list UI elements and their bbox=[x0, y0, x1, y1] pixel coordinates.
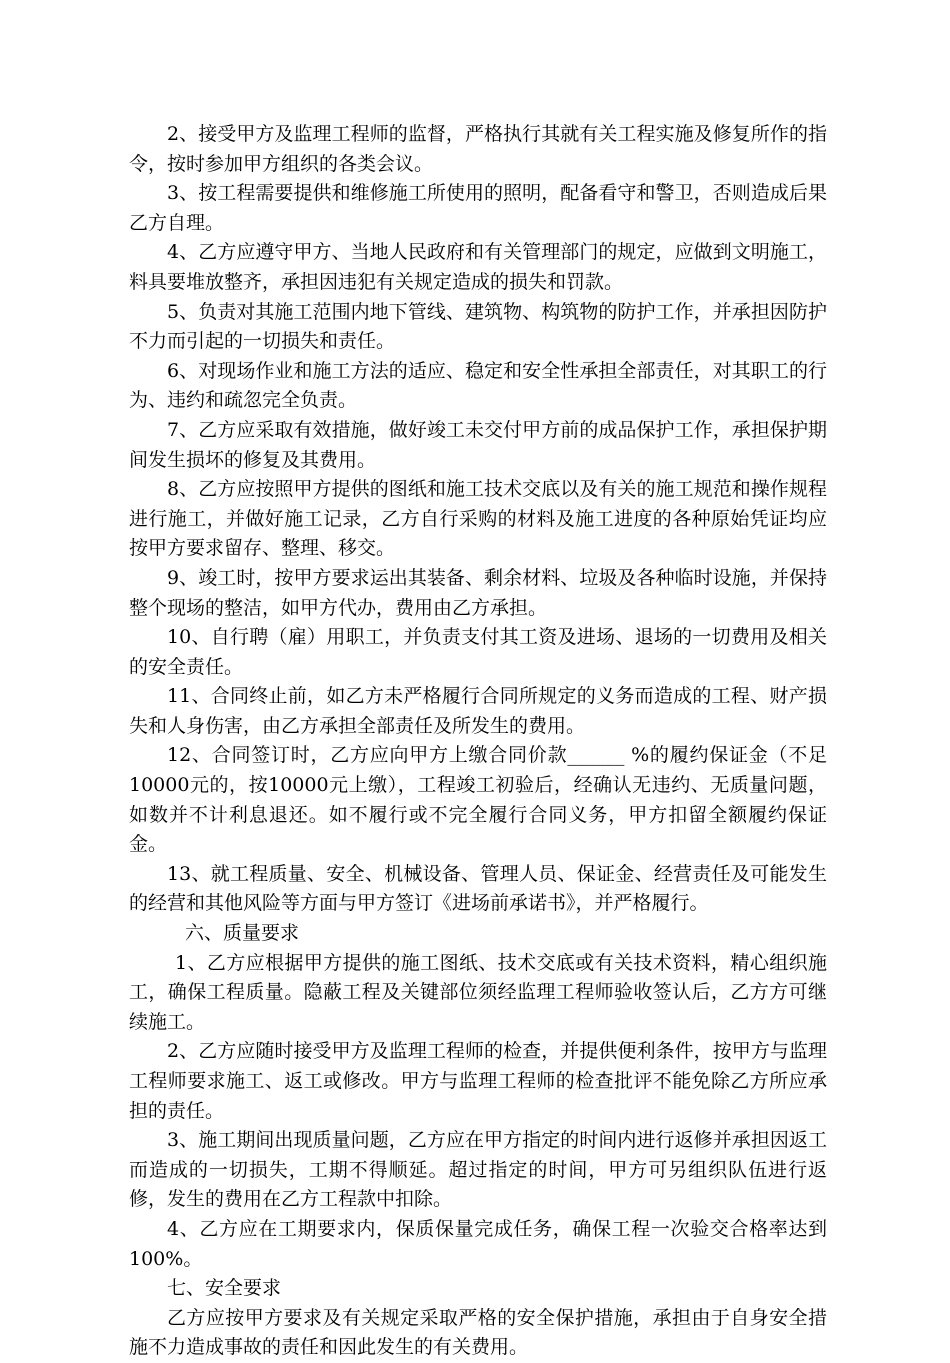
clause-4: 4、乙方应遵守甲方、当地人民政府和有关管理部门的规定，应做到文明施工，料具要堆放整齐，承担因违犯有关规定造成的损失和罚款。 bbox=[129, 241, 827, 293]
document-body bbox=[129, 120, 827, 1363]
clause-9: 9、竣工时，按甲方要求运出其装备、剩余材料、垃圾及各种临时设施，并保持整个现场的整洁，如甲方代办，费用由乙方承担。 bbox=[129, 566, 827, 619]
section-6-heading: 六、质量要求 bbox=[185, 922, 300, 945]
clause-11: 11、合同终止前，如乙方未严格履行合同所规定的义务而造成的工程、财产损失和人身伤害，由乙方承担全部责任及所发生的费用。 bbox=[129, 685, 827, 737]
clause-13: 13、就工程质量、安全、机械设备、管理人员、保证金、经营责任及可能发生的经营和其他风险等方面与甲方签订《进场前承诺书》，并严格履行。 bbox=[129, 862, 827, 915]
section-7-heading: 七、安全要求 bbox=[167, 1277, 282, 1300]
clause-12: 12、合同签订时，乙方应向甲方上缴合同价款______ %的履约保证金（不足10000元的，按10000元上缴），工程竣工初验后，经确认无违约、无质量问题，如数并不计利息退还。如不履行或不完全履行合同义务，甲方扣留全额履约保证金。 bbox=[129, 744, 827, 856]
clause-8: 8、乙方应按照甲方提供的图纸和施工技术交底以及有关的施工规范和操作规程进行施工，并做好施工记录，乙方自行采购的材料及施工进度的各种原始凭证均应按甲方要求留存、整理、移交。 bbox=[129, 478, 827, 560]
quality-clause-3: 3、施工期间出现质量问题，乙方应在甲方指定的时间内进行返修并承担因返工而造成的一切损失，工期不得顺延。超过指定的时间，甲方可另组织队伍进行返修，发生的费用在乙方工程款中扣除。 bbox=[129, 1129, 827, 1211]
clause-3: 3、按工程需要提供和维修施工所使用的照明，配备看守和警卫，否则造成后果乙方自理。 bbox=[129, 182, 827, 234]
quality-clause-2: 2、乙方应随时接受甲方及监理工程师的检查，并提供便利条件，按甲方与监理工程师要求施工、返工或修改。甲方与监理工程师的检查批评不能免除乙方所应承担的责任。 bbox=[129, 1040, 827, 1122]
quality-clause-1: 1、乙方应根据甲方提供的施工图纸、技术交底或有关技术资料，精心组织施工，确保工程质量。隐蔽工程及关键部位须经监理工程师验收签认后，乙方方可继续施工。 bbox=[129, 951, 827, 1033]
clause-2: 2、接受甲方及监理工程师的监督，严格执行其就有关工程实施及修复所作的指令，按时参加甲方组织的各类会议。 bbox=[129, 123, 827, 175]
clause-6: 6、对现场作业和施工方法的适应、稳定和安全性承担全部责任，对其职工的行为、违约和疏忽完全负责。 bbox=[129, 359, 827, 412]
clause-5: 5、负责对其施工范围内地下管线、建筑物、构筑物的防护工作，并承担因防护不力而引起的一切损失和责任。 bbox=[129, 300, 827, 353]
clause-10: 10、自行聘（雇）用职工，并负责支付其工资及进场、退场的一切费用及相关的安全责任。 bbox=[129, 626, 827, 678]
quality-clause-4: 4、乙方应在工期要求内，保质保量完成任务，确保工程一次验交合格率达到100%。 bbox=[129, 1217, 827, 1270]
clause-7: 7、乙方应采取有效措施，做好竣工未交付甲方前的成品保护工作，承担保护期间发生损坏的修复及其费用。 bbox=[129, 418, 827, 471]
safety-clause-1: 乙方应按甲方要求及有关规定采取严格的安全保护措施，承担由于自身安全措施不力造成事故的责任和因此发生的有关费用。 bbox=[129, 1306, 827, 1359]
